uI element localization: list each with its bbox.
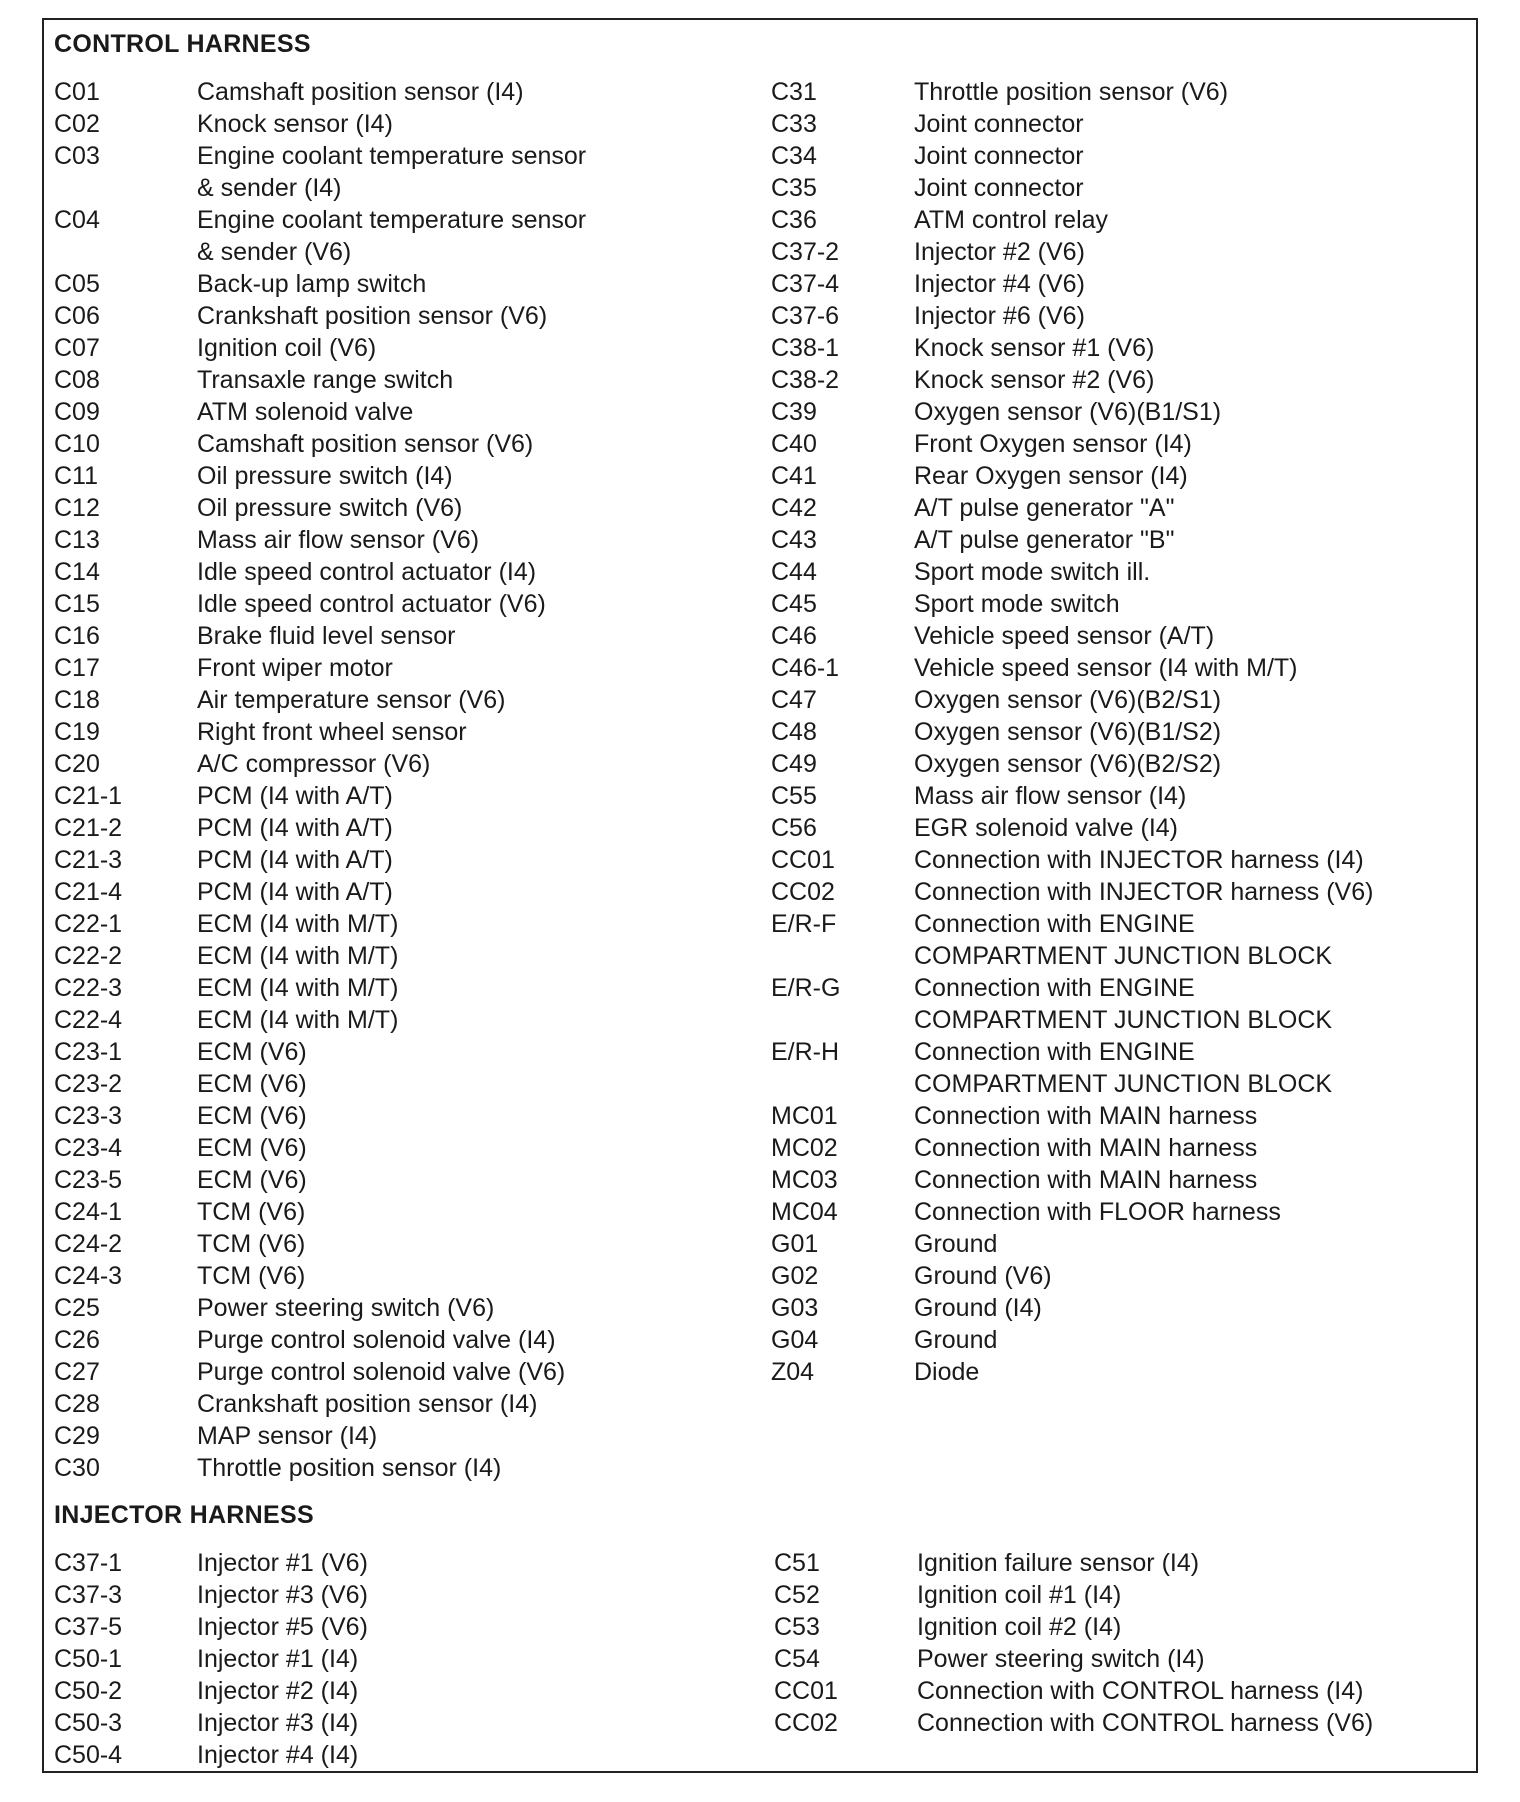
connector-description: Crankshaft position sensor (I4) bbox=[197, 1390, 538, 1418]
connector-row bbox=[54, 268, 757, 300]
connector-code: C22-1 bbox=[54, 910, 123, 938]
connector-row bbox=[771, 332, 1474, 364]
connector-row bbox=[54, 940, 757, 972]
connector-code: E/R-G bbox=[771, 974, 841, 1002]
connector-description: Sport mode switch bbox=[914, 590, 1120, 618]
connector-code: C44 bbox=[771, 558, 817, 586]
connector-description: Oxygen sensor (V6)(B1/S1) bbox=[914, 398, 1222, 426]
control-harness-right-column bbox=[771, 76, 1474, 1388]
injector-harness-left-column bbox=[54, 1547, 757, 1771]
connector-code: C02 bbox=[54, 110, 100, 138]
connector-row bbox=[54, 1452, 757, 1484]
connector-description: Joint connector bbox=[914, 174, 1084, 202]
connector-row bbox=[54, 1004, 757, 1036]
connector-description: ECM (I4 with M/T) bbox=[197, 942, 399, 970]
connector-description: Oxygen sensor (V6)(B2/S1) bbox=[914, 686, 1222, 714]
connector-code: C52 bbox=[774, 1581, 820, 1609]
connector-index-sheet bbox=[42, 18, 1478, 1773]
connector-description: Connection with MAIN harness bbox=[914, 1102, 1258, 1130]
connector-row bbox=[54, 428, 757, 460]
connector-description: Injector #2 (V6) bbox=[914, 238, 1085, 266]
connector-description: ECM (V6) bbox=[197, 1134, 307, 1162]
connector-row bbox=[54, 1164, 757, 1196]
connector-code: C12 bbox=[54, 494, 100, 522]
connector-row bbox=[54, 1068, 757, 1100]
connector-code: MC03 bbox=[771, 1166, 838, 1194]
connector-code: C21-3 bbox=[54, 846, 123, 874]
connector-row bbox=[54, 588, 757, 620]
connector-description: Idle speed control actuator (I4) bbox=[197, 558, 537, 586]
connector-row bbox=[771, 1164, 1474, 1196]
connector-description: Transaxle range switch bbox=[197, 366, 454, 394]
connector-row bbox=[771, 748, 1474, 780]
connector-description: ECM (I4 with M/T) bbox=[197, 974, 399, 1002]
connector-code: C23-3 bbox=[54, 1102, 123, 1130]
connector-code: G03 bbox=[771, 1294, 819, 1322]
connector-row bbox=[54, 1260, 757, 1292]
connector-code: G01 bbox=[771, 1230, 819, 1258]
connector-code: C21-2 bbox=[54, 814, 123, 842]
connector-row bbox=[54, 396, 757, 428]
connector-description: PCM (I4 with A/T) bbox=[197, 782, 393, 810]
connector-code: C06 bbox=[54, 302, 100, 330]
connector-description: A/C compressor (V6) bbox=[197, 750, 431, 778]
connector-code: C56 bbox=[771, 814, 817, 842]
connector-row bbox=[54, 1228, 757, 1260]
connector-description: Camshaft position sensor (I4) bbox=[197, 78, 524, 106]
connector-row bbox=[774, 1547, 1477, 1579]
connector-row bbox=[771, 1132, 1474, 1164]
connector-code: C54 bbox=[774, 1645, 820, 1673]
connector-row bbox=[54, 876, 757, 908]
connector-code: C09 bbox=[54, 398, 100, 426]
connector-description: Crankshaft position sensor (V6) bbox=[197, 302, 548, 330]
connector-description: Diode bbox=[914, 1358, 980, 1386]
connector-row bbox=[771, 396, 1474, 428]
connector-code: C19 bbox=[54, 718, 100, 746]
connector-row bbox=[54, 524, 757, 556]
connector-row bbox=[54, 140, 757, 204]
connector-code: C08 bbox=[54, 366, 100, 394]
connector-code: C45 bbox=[771, 590, 817, 618]
connector-row bbox=[771, 684, 1474, 716]
connector-description: Throttle position sensor (V6) bbox=[914, 78, 1229, 106]
connector-description: ECM (V6) bbox=[197, 1038, 307, 1066]
connector-row bbox=[771, 716, 1474, 748]
connector-description: Power steering switch (V6) bbox=[197, 1294, 495, 1322]
connector-code: C07 bbox=[54, 334, 100, 362]
connector-code: C04 bbox=[54, 206, 100, 234]
connector-description: Injector #2 (I4) bbox=[197, 1677, 359, 1705]
connector-description: Mass air flow sensor (I4) bbox=[914, 782, 1187, 810]
connector-code: C03 bbox=[54, 142, 100, 170]
connector-row bbox=[54, 1356, 757, 1388]
connector-code: C43 bbox=[771, 526, 817, 554]
connector-row bbox=[54, 1324, 757, 1356]
connector-description: Oxygen sensor (V6)(B1/S2) bbox=[914, 718, 1222, 746]
connector-row bbox=[54, 1100, 757, 1132]
connector-description: Injector #4 (I4) bbox=[197, 1741, 359, 1769]
connector-description: Oil pressure switch (V6) bbox=[197, 494, 463, 522]
connector-description: TCM (V6) bbox=[197, 1198, 306, 1226]
connector-row bbox=[771, 588, 1474, 620]
connector-code: C50-2 bbox=[54, 1677, 123, 1705]
connector-row bbox=[771, 76, 1474, 108]
connector-description: Purge control solenoid valve (I4) bbox=[197, 1326, 556, 1354]
connector-row bbox=[774, 1675, 1477, 1707]
connector-description: Ground (I4) bbox=[914, 1294, 1042, 1322]
connector-row bbox=[774, 1643, 1477, 1675]
connector-code: C24-1 bbox=[54, 1198, 123, 1226]
connector-code: C47 bbox=[771, 686, 817, 714]
connector-description: Vehicle speed sensor (I4 with M/T) bbox=[914, 654, 1298, 682]
connector-code: C40 bbox=[771, 430, 817, 458]
connector-description: Injector #3 (I4) bbox=[197, 1709, 359, 1737]
connector-row bbox=[771, 556, 1474, 588]
connector-code: E/R-F bbox=[771, 910, 837, 938]
connector-row bbox=[771, 1196, 1474, 1228]
connector-code: MC01 bbox=[771, 1102, 838, 1130]
connector-description: Connection with ENGINE COMPARTMENT JUNCTION BLOCK bbox=[914, 1038, 1333, 1098]
connector-description: ECM (I4 with M/T) bbox=[197, 1006, 399, 1034]
connector-code: C30 bbox=[54, 1454, 100, 1482]
connector-code: C13 bbox=[54, 526, 100, 554]
connector-description: Oxygen sensor (V6)(B2/S2) bbox=[914, 750, 1222, 778]
connector-code: G02 bbox=[771, 1262, 819, 1290]
connector-row bbox=[54, 1707, 757, 1739]
connector-code: C37-5 bbox=[54, 1613, 123, 1641]
connector-description: Connection with CONTROL harness (I4) bbox=[917, 1677, 1364, 1705]
connector-description: Connection with CONTROL harness (V6) bbox=[917, 1709, 1374, 1737]
connector-row bbox=[54, 492, 757, 524]
connector-row bbox=[774, 1579, 1477, 1611]
connector-row bbox=[771, 844, 1474, 876]
connector-description: Joint connector bbox=[914, 142, 1084, 170]
connector-description: Vehicle speed sensor (A/T) bbox=[914, 622, 1215, 650]
connector-description: MAP sensor (I4) bbox=[197, 1422, 378, 1450]
connector-description: Ignition failure sensor (I4) bbox=[917, 1549, 1200, 1577]
connector-row bbox=[771, 1036, 1474, 1100]
connector-code: C53 bbox=[774, 1613, 820, 1641]
connector-description: Throttle position sensor (I4) bbox=[197, 1454, 502, 1482]
connector-code: C29 bbox=[54, 1422, 100, 1450]
connector-description: A/T pulse generator "B" bbox=[914, 526, 1175, 554]
connector-description: Injector #4 (V6) bbox=[914, 270, 1085, 298]
connector-description: ECM (V6) bbox=[197, 1102, 307, 1130]
connector-code: C11 bbox=[54, 462, 99, 490]
connector-code: CC02 bbox=[774, 1709, 838, 1737]
connector-code: C26 bbox=[54, 1326, 100, 1354]
injector-harness-title: INJECTOR HARNESS bbox=[54, 1501, 314, 1529]
connector-row bbox=[54, 556, 757, 588]
connector-description: Connection with INJECTOR harness (I4) bbox=[914, 846, 1364, 874]
connector-row bbox=[771, 620, 1474, 652]
connector-row bbox=[54, 300, 757, 332]
connector-description: Air temperature sensor (V6) bbox=[197, 686, 506, 714]
connector-code: C51 bbox=[774, 1549, 820, 1577]
connector-row bbox=[771, 364, 1474, 396]
connector-row bbox=[771, 652, 1474, 684]
connector-code: C37-4 bbox=[771, 270, 840, 298]
connector-row bbox=[54, 812, 757, 844]
connector-row bbox=[54, 1420, 757, 1452]
connector-code: C37-2 bbox=[771, 238, 840, 266]
connector-row bbox=[771, 460, 1474, 492]
connector-code: MC02 bbox=[771, 1134, 838, 1162]
connector-description: Oil pressure switch (I4) bbox=[197, 462, 453, 490]
connector-code: C23-5 bbox=[54, 1166, 123, 1194]
connector-description: Connection with ENGINE COMPARTMENT JUNCTION BLOCK bbox=[914, 910, 1333, 970]
connector-description: Front wiper motor bbox=[197, 654, 393, 682]
connector-row bbox=[771, 108, 1474, 140]
connector-code: C17 bbox=[54, 654, 100, 682]
connector-code: C27 bbox=[54, 1358, 100, 1386]
connector-row bbox=[54, 76, 757, 108]
connector-code: C37-1 bbox=[54, 1549, 123, 1577]
connector-row bbox=[54, 1036, 757, 1068]
connector-code: C50-3 bbox=[54, 1709, 123, 1737]
connector-description: Power steering switch (I4) bbox=[917, 1645, 1205, 1673]
connector-row bbox=[774, 1611, 1477, 1643]
connector-description: Engine coolant temperature sensor & sender (I4) bbox=[197, 142, 587, 202]
connector-description: ECM (V6) bbox=[197, 1070, 307, 1098]
connector-description: Connection with MAIN harness bbox=[914, 1166, 1258, 1194]
connector-row bbox=[54, 1196, 757, 1228]
connector-code: C21-1 bbox=[54, 782, 123, 810]
connector-code: C46 bbox=[771, 622, 817, 650]
connector-row bbox=[771, 1292, 1474, 1324]
connector-code: C22-3 bbox=[54, 974, 123, 1002]
connector-code: C50-1 bbox=[54, 1645, 123, 1673]
connector-code: C38-1 bbox=[771, 334, 840, 362]
connector-row bbox=[771, 1324, 1474, 1356]
connector-code: C24-3 bbox=[54, 1262, 123, 1290]
connector-row bbox=[771, 204, 1474, 236]
connector-description: Knock sensor (I4) bbox=[197, 110, 393, 138]
connector-row bbox=[771, 524, 1474, 556]
control-harness-title: CONTROL HARNESS bbox=[54, 30, 311, 58]
connector-description: Idle speed control actuator (V6) bbox=[197, 590, 546, 618]
connector-description: Back-up lamp switch bbox=[197, 270, 427, 298]
connector-code: C20 bbox=[54, 750, 100, 778]
connector-code: C23-1 bbox=[54, 1038, 123, 1066]
connector-description: ECM (I4 with M/T) bbox=[197, 910, 399, 938]
connector-code: MC04 bbox=[771, 1198, 838, 1226]
connector-code: CC01 bbox=[774, 1677, 838, 1705]
connector-code: C22-2 bbox=[54, 942, 123, 970]
connector-description: PCM (I4 with A/T) bbox=[197, 814, 393, 842]
connector-code: Z04 bbox=[771, 1358, 815, 1386]
connector-row bbox=[54, 652, 757, 684]
connector-row bbox=[54, 972, 757, 1004]
connector-description: Joint connector bbox=[914, 110, 1084, 138]
connector-description: Ignition coil #2 (I4) bbox=[917, 1613, 1122, 1641]
connector-row bbox=[54, 332, 757, 364]
connector-code: C22-4 bbox=[54, 1006, 123, 1034]
connector-row bbox=[771, 812, 1474, 844]
connector-row bbox=[771, 972, 1474, 1036]
connector-code: C33 bbox=[771, 110, 817, 138]
connector-code: C55 bbox=[771, 782, 817, 810]
connector-code: C28 bbox=[54, 1390, 100, 1418]
connector-code: C41 bbox=[771, 462, 817, 490]
connector-code: C46-1 bbox=[771, 654, 840, 682]
connector-row bbox=[771, 876, 1474, 908]
connector-description: Connection with INJECTOR harness (V6) bbox=[914, 878, 1374, 906]
connector-description: Ground bbox=[914, 1230, 998, 1258]
connector-description: Ground (V6) bbox=[914, 1262, 1052, 1290]
connector-description: Brake fluid level sensor bbox=[197, 622, 456, 650]
connector-description: Injector #1 (I4) bbox=[197, 1645, 359, 1673]
connector-code: C16 bbox=[54, 622, 100, 650]
connector-description: Injector #5 (V6) bbox=[197, 1613, 368, 1641]
injector-harness-right-column bbox=[774, 1547, 1477, 1739]
connector-code: C36 bbox=[771, 206, 817, 234]
connector-description: Right front wheel sensor bbox=[197, 718, 467, 746]
connector-row bbox=[54, 460, 757, 492]
connector-description: ATM control relay bbox=[914, 206, 1109, 234]
connector-row bbox=[54, 1132, 757, 1164]
connector-code: C39 bbox=[771, 398, 817, 426]
connector-description: Injector #1 (V6) bbox=[197, 1549, 368, 1577]
connector-description: Connection with ENGINE COMPARTMENT JUNCTION BLOCK bbox=[914, 974, 1333, 1034]
connector-description: Mass air flow sensor (V6) bbox=[197, 526, 480, 554]
connector-description: ATM solenoid valve bbox=[197, 398, 414, 426]
connector-row bbox=[771, 780, 1474, 812]
connector-row bbox=[54, 1579, 757, 1611]
connector-description: Knock sensor #2 (V6) bbox=[914, 366, 1155, 394]
connector-row bbox=[771, 492, 1474, 524]
connector-code: C48 bbox=[771, 718, 817, 746]
connector-row bbox=[54, 908, 757, 940]
connector-description: A/T pulse generator "A" bbox=[914, 494, 1175, 522]
connector-description: TCM (V6) bbox=[197, 1262, 306, 1290]
connector-row bbox=[54, 1292, 757, 1324]
connector-row bbox=[54, 780, 757, 812]
connector-code: C21-4 bbox=[54, 878, 123, 906]
connector-description: Camshaft position sensor (V6) bbox=[197, 430, 534, 458]
connector-code: C14 bbox=[54, 558, 100, 586]
connector-code: C42 bbox=[771, 494, 817, 522]
connector-row bbox=[54, 364, 757, 396]
connector-code: C37-3 bbox=[54, 1581, 123, 1609]
connector-code: C10 bbox=[54, 430, 100, 458]
connector-description: Ignition coil (V6) bbox=[197, 334, 377, 362]
connector-code: C35 bbox=[771, 174, 817, 202]
connector-code: C24-2 bbox=[54, 1230, 123, 1258]
connector-code: C05 bbox=[54, 270, 100, 298]
connector-code: CC02 bbox=[771, 878, 835, 906]
connector-code: C25 bbox=[54, 1294, 100, 1322]
connector-row bbox=[54, 1675, 757, 1707]
connector-row bbox=[771, 1356, 1474, 1388]
connector-row bbox=[771, 428, 1474, 460]
connector-row bbox=[771, 1100, 1474, 1132]
connector-row bbox=[771, 908, 1474, 972]
connector-code: E/R-H bbox=[771, 1038, 840, 1066]
connector-row bbox=[771, 1228, 1474, 1260]
connector-row bbox=[54, 684, 757, 716]
connector-description: Sport mode switch ill. bbox=[914, 558, 1151, 586]
connector-description: PCM (I4 with A/T) bbox=[197, 846, 393, 874]
connector-row bbox=[771, 268, 1474, 300]
connector-description: Connection with MAIN harness bbox=[914, 1134, 1258, 1162]
connector-code: C38-2 bbox=[771, 366, 840, 394]
connector-row bbox=[54, 1611, 757, 1643]
connector-row bbox=[54, 1739, 757, 1771]
connector-description: Purge control solenoid valve (V6) bbox=[197, 1358, 566, 1386]
connector-row bbox=[54, 1643, 757, 1675]
connector-row bbox=[54, 204, 757, 268]
connector-code: C49 bbox=[771, 750, 817, 778]
connector-description: Injector #6 (V6) bbox=[914, 302, 1085, 330]
connector-row bbox=[771, 1260, 1474, 1292]
connector-description: TCM (V6) bbox=[197, 1230, 306, 1258]
connector-code: C50-4 bbox=[54, 1741, 123, 1769]
connector-description: Rear Oxygen sensor (I4) bbox=[914, 462, 1188, 490]
connector-description: Engine coolant temperature sensor & sender (V6) bbox=[197, 206, 587, 266]
connector-code: C15 bbox=[54, 590, 100, 618]
connector-row bbox=[771, 300, 1474, 332]
connector-code: C31 bbox=[771, 78, 817, 106]
connector-row bbox=[771, 172, 1474, 204]
connector-row bbox=[771, 140, 1474, 172]
connector-row bbox=[54, 108, 757, 140]
connector-code: C23-2 bbox=[54, 1070, 123, 1098]
connector-description: Injector #3 (V6) bbox=[197, 1581, 368, 1609]
connector-description: PCM (I4 with A/T) bbox=[197, 878, 393, 906]
control-harness-left-column bbox=[54, 76, 757, 1484]
connector-row bbox=[54, 844, 757, 876]
connector-description: Knock sensor #1 (V6) bbox=[914, 334, 1155, 362]
connector-description: Front Oxygen sensor (I4) bbox=[914, 430, 1192, 458]
connector-row bbox=[54, 748, 757, 780]
connector-code: C18 bbox=[54, 686, 100, 714]
connector-description: Ground bbox=[914, 1326, 998, 1354]
connector-description: ECM (V6) bbox=[197, 1166, 307, 1194]
connector-row bbox=[771, 236, 1474, 268]
connector-code: C34 bbox=[771, 142, 817, 170]
connector-row bbox=[54, 716, 757, 748]
connector-code: G04 bbox=[771, 1326, 819, 1354]
connector-code: C23-4 bbox=[54, 1134, 123, 1162]
connector-row bbox=[774, 1707, 1477, 1739]
connector-description: Ignition coil #1 (I4) bbox=[917, 1581, 1122, 1609]
connector-description: Connection with FLOOR harness bbox=[914, 1198, 1281, 1226]
connector-code: C01 bbox=[54, 78, 100, 106]
connector-code: CC01 bbox=[771, 846, 835, 874]
connector-row bbox=[54, 1547, 757, 1579]
connector-description: EGR solenoid valve (I4) bbox=[914, 814, 1179, 842]
connector-row bbox=[54, 1388, 757, 1420]
connector-code: C37-6 bbox=[771, 302, 840, 330]
connector-row bbox=[54, 620, 757, 652]
